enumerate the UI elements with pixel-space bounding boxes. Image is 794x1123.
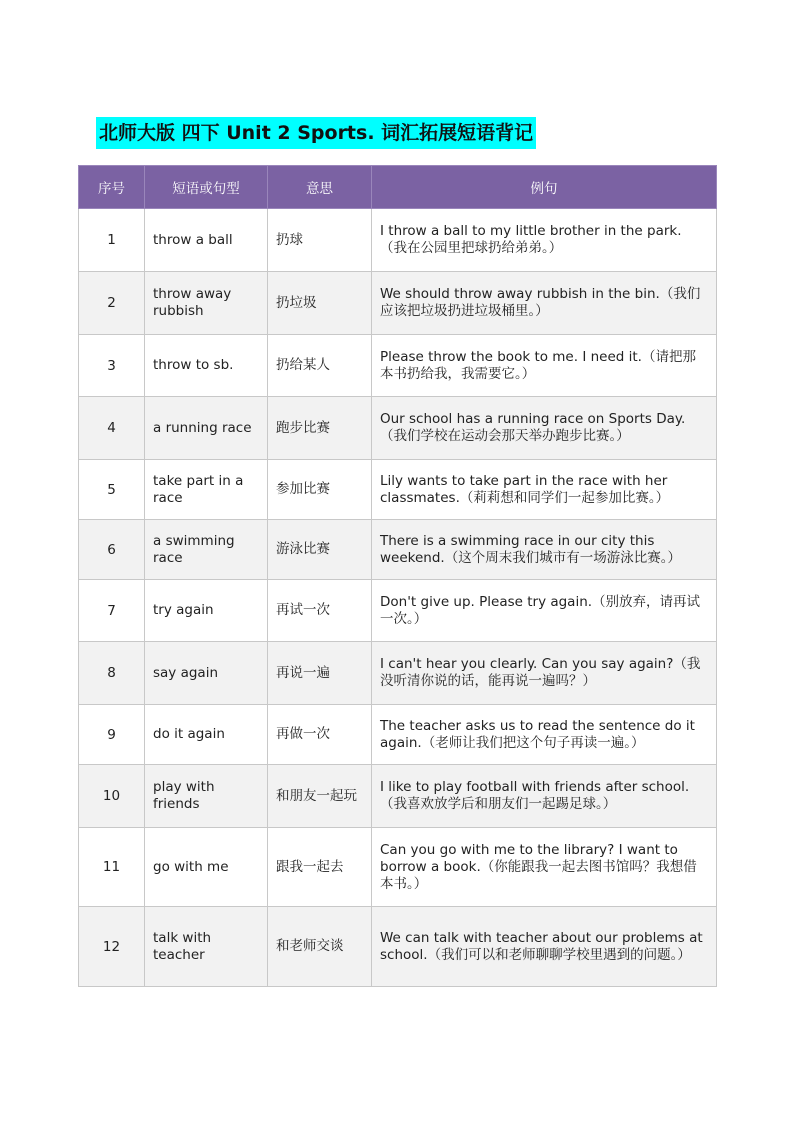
table-row: [79, 209, 717, 272]
document-title: 北师大版 四下 Unit 2 Sports. 词汇拓展短语背记: [96, 117, 536, 149]
row-meaning: 扔给某人: [268, 335, 372, 397]
vocabulary-table: [78, 165, 717, 987]
table-row: [79, 272, 717, 335]
row-meaning: 和老师交谈: [268, 907, 372, 987]
table-row: [79, 397, 717, 460]
row-example: We can talk with teacher about our problems at school.（我们可以和老师聊聊学校里遇到的问题。）: [372, 907, 717, 987]
row-phrase: throw to sb.: [145, 335, 268, 397]
row-number: 10: [79, 765, 145, 828]
table-row: [79, 580, 717, 642]
row-phrase: play with friends: [145, 765, 268, 828]
row-phrase: a running race: [145, 397, 268, 460]
header-phrase: 短语或句型: [145, 166, 268, 209]
row-phrase: do it again: [145, 705, 268, 765]
row-example: I can't hear you clearly. Can you say again?（我没听清你说的话，能再说一遍吗？）: [372, 642, 717, 705]
row-meaning: 和朋友一起玩: [268, 765, 372, 828]
row-phrase: a swimming race: [145, 520, 268, 580]
row-meaning: 再试一次: [268, 580, 372, 642]
row-example: Our school has a running race on Sports Day.（我们学校在运动会那天举办跑步比赛。）: [372, 397, 717, 460]
row-example: We should throw away rubbish in the bin.（我们应该把垃圾扔进垃圾桶里。）: [372, 272, 717, 335]
row-example: Please throw the book to me. I need it.（请把那本书扔给我，我需要它。）: [372, 335, 717, 397]
row-phrase: take part in a race: [145, 460, 268, 520]
table-row: [79, 520, 717, 580]
table-row: [79, 907, 717, 987]
row-meaning: 跟我一起去: [268, 828, 372, 907]
row-phrase: go with me: [145, 828, 268, 907]
row-meaning: 参加比赛: [268, 460, 372, 520]
row-number: 11: [79, 828, 145, 907]
row-example: There is a swimming race in our city this weekend.（这个周末我们城市有一场游泳比赛。）: [372, 520, 717, 580]
row-number: 2: [79, 272, 145, 335]
row-number: 4: [79, 397, 145, 460]
table-row: [79, 335, 717, 397]
row-example: I throw a ball to my little brother in the park.（我在公园里把球扔给弟弟。）: [372, 209, 717, 272]
row-example: Lily wants to take part in the race with her classmates.（莉莉想和同学们一起参加比赛。）: [372, 460, 717, 520]
row-number: 5: [79, 460, 145, 520]
row-number: 9: [79, 705, 145, 765]
row-number: 6: [79, 520, 145, 580]
row-number: 1: [79, 209, 145, 272]
row-number: 12: [79, 907, 145, 987]
row-meaning: 跑步比赛: [268, 397, 372, 460]
header-meaning: 意思: [268, 166, 372, 209]
row-meaning: 再说一遍: [268, 642, 372, 705]
table-row: [79, 765, 717, 828]
row-example: I like to play football with friends after school.（我喜欢放学后和朋友们一起踢足球。）: [372, 765, 717, 828]
row-number: 7: [79, 580, 145, 642]
row-meaning: 游泳比赛: [268, 520, 372, 580]
row-number: 8: [79, 642, 145, 705]
header-number: 序号: [79, 166, 145, 209]
row-phrase: say again: [145, 642, 268, 705]
row-meaning: 扔球: [268, 209, 372, 272]
row-meaning: 再做一次: [268, 705, 372, 765]
row-meaning: 扔垃圾: [268, 272, 372, 335]
table-row: [79, 460, 717, 520]
row-example: The teacher asks us to read the sentence do it again.（老师让我们把这个句子再读一遍。）: [372, 705, 717, 765]
table-row: [79, 828, 717, 907]
header-example: 例句: [372, 166, 717, 209]
row-phrase: try again: [145, 580, 268, 642]
row-example: Don't give up. Please try again.（别放弃，请再试一次。）: [372, 580, 717, 642]
row-example: Can you go with me to the library? I want to borrow a book.（你能跟我一起去图书馆吗？我想借本书。）: [372, 828, 717, 907]
row-number: 3: [79, 335, 145, 397]
row-phrase: talk with teacher: [145, 907, 268, 987]
table-header-row: [79, 166, 717, 209]
row-phrase: throw away rubbish: [145, 272, 268, 335]
table-row: [79, 705, 717, 765]
row-phrase: throw a ball: [145, 209, 268, 272]
table-row: [79, 642, 717, 705]
